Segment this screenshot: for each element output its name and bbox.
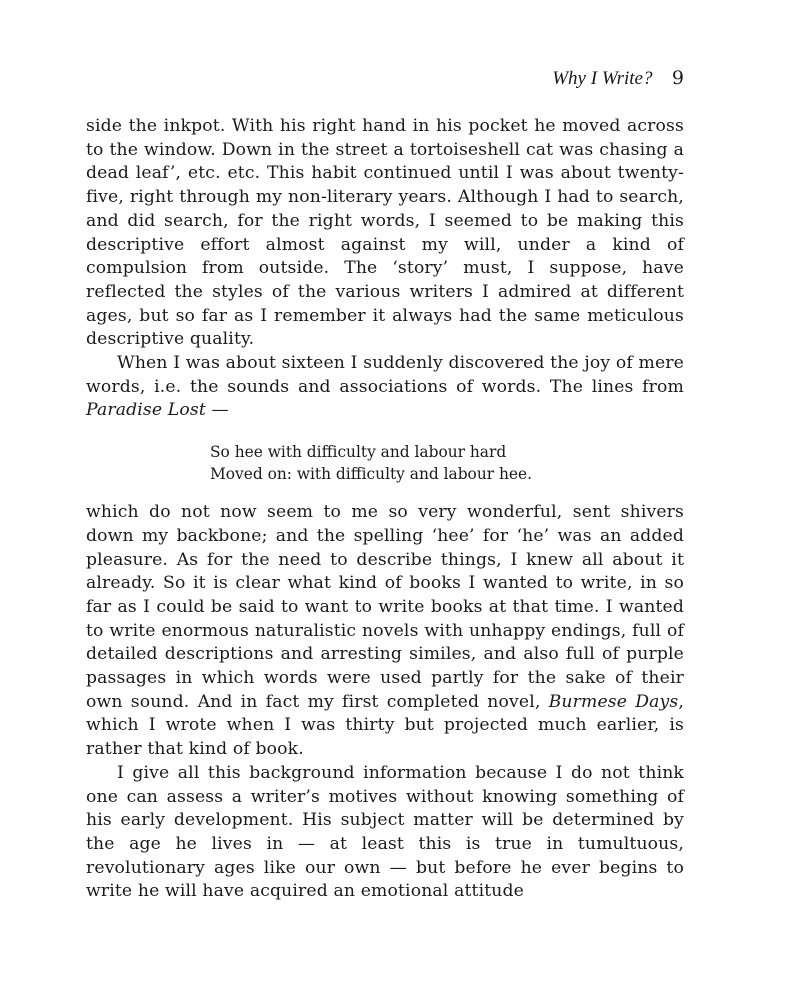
paragraph-after-quote — [86, 501, 684, 762]
burmese-days-title: Burmese Days — [548, 691, 679, 712]
running-header — [86, 64, 684, 93]
running-title: Why I Write? — [552, 68, 653, 89]
paragraph-after-quote-text: which do not now seem to me so very wonderful, sent shivers down my backbone; and the spelling ‘hee’ for ‘he’ was an added pleasure. As for the need to describe things, I knew all about it already. So it is clear what kind of books I wanted to write, in so far as I could be said to want to write books at that time. I wanted to write enormous naturalistic novels with unhappy endings, full of detailed descriptions and arresting similes, and also full of purple passages in which words were used partly for the sake of their own sound. And in fact my first completed novel, — [86, 502, 684, 712]
book-page — [86, 64, 684, 904]
paragraph-discovery-dash: — — [205, 400, 229, 421]
verse-line: So hee with difficulty and labour hard — [210, 443, 507, 462]
verse-line: Moved on: with difficulty and labour hee. — [210, 465, 533, 484]
paragraph-discovery — [86, 352, 684, 423]
paragraph-after-quote-end: , which I wrote when I was thirty but projected much earlier, is rather that kind of book. — [86, 691, 684, 760]
paragraph-background: I give all this background information because I do not think one can assess a writer’s motives without knowing something of his early development. His subject matter will be determined by the age he lives in — at least this is true in tumultuous, revolutionary ages like our own — but before he ever begins to write he will have acquired an emotional attitude — [86, 762, 684, 902]
paragraph-continuation: side the inkpot. With his right hand in his pocket he moved across to the window. Down in the street a tortoiseshell cat was chasing a dead leaf’, etc. etc. This habit continued until I was about twenty-five, right through my non-literary years. Although I had to search, and did search, for the right words, I seemed to be making this descriptive effort almost against my will, under a kind of compulsion from outside. The ‘story’ must, I suppose, have reflected the styles of the various writers I admired at different ages, but so far as I remember it always had the same meticulous descriptive quality. — [86, 116, 684, 350]
paragraph-discovery-text: When I was about sixteen I suddenly discovered the joy of mere words, i.e. the sounds and associations of words. The lines from — [86, 353, 684, 397]
verse-quotation — [210, 441, 684, 485]
paradise-lost-title: Paradise Lost — [86, 400, 206, 421]
page-number: 9 — [671, 67, 684, 89]
